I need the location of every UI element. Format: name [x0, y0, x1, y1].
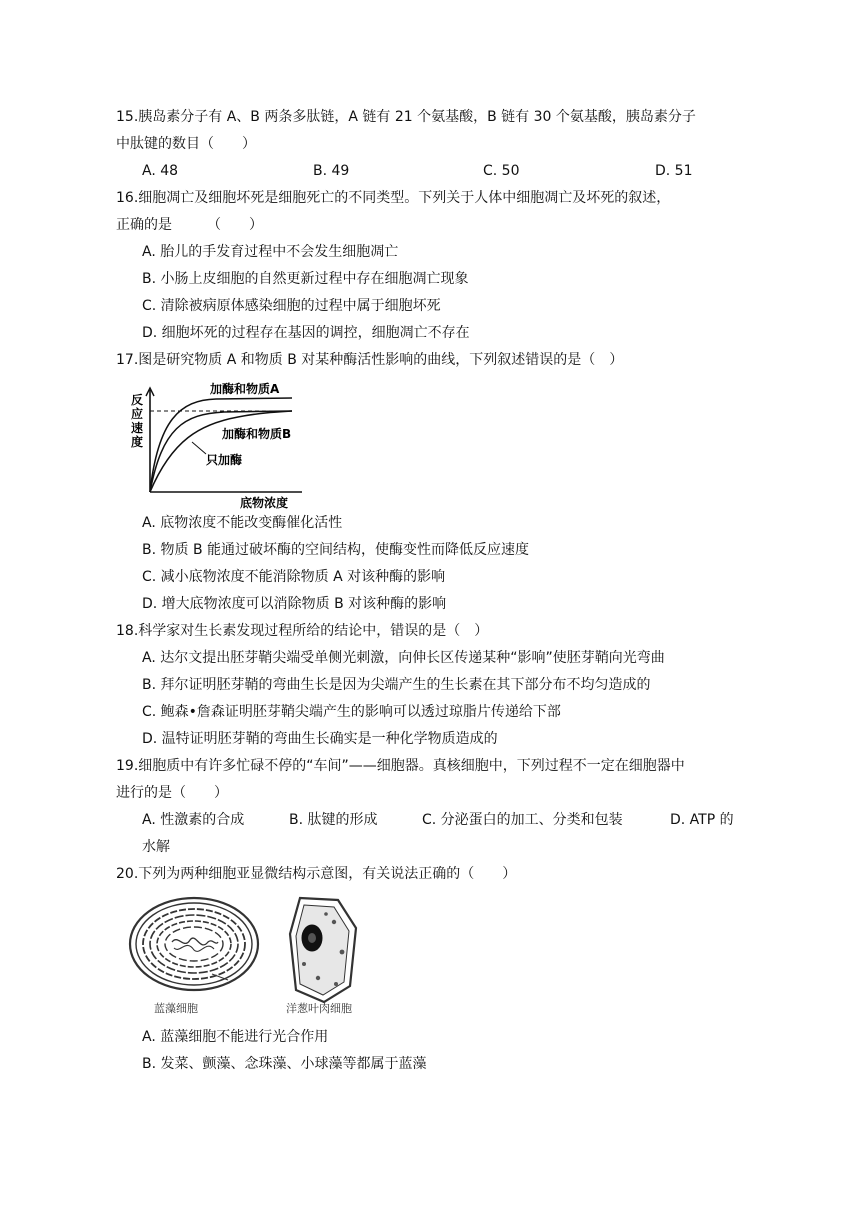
- enzyme-rate-figure: [128, 380, 308, 510]
- q17-stem: 17.图是研究物质 A 和物质 B 对某种酶活性影响的曲线，下列叙述错误的是（ ）: [116, 352, 624, 368]
- q15-option-a: A. 48: [142, 163, 179, 179]
- label-enzyme-plus-b: 加酶和物质B: [222, 427, 292, 441]
- label-pointer-line: [192, 442, 206, 454]
- q15-option-c: C. 50: [483, 163, 520, 179]
- q19-option-a: A. 性激素的合成: [142, 812, 245, 828]
- q17-option-b: B. 物质 B 能通过破坏酶的空间结构，使酶变性而降低反应速度: [142, 542, 530, 558]
- q18-stem: 18.科学家对生长素发现过程所给的结论中，错误的是（ ）: [116, 623, 489, 639]
- q20-stem: 20.下列为两种细胞亚显微结构示意图，有关说法正确的（ ）: [116, 866, 517, 882]
- y-axis-label-3: 速: [131, 421, 144, 435]
- q20-option-a: A. 蓝藻细胞不能进行光合作用: [142, 1029, 329, 1045]
- q17-option-d: D. 增大底物浓度可以消除物质 B 对该种酶的影响: [142, 596, 447, 612]
- q19-option-c: C. 分泌蛋白的加工、分类和包装: [422, 812, 623, 828]
- q19-option-d-continued: 水解: [142, 839, 170, 855]
- q20-option-b: B. 发菜、颤藻、念珠藻、小球藻等都属于蓝藻: [142, 1056, 427, 1072]
- q16-option-d: D. 细胞坏死的过程存在基因的调控，细胞凋亡不存在: [142, 325, 470, 341]
- left-cell-caption: 蓝藻细胞: [154, 1002, 198, 1015]
- y-axis-label-1: 反: [131, 393, 144, 407]
- q19-stem-line1: 19.细胞质中有许多忙碌不停的“车间”——细胞器。真核细胞中，下列过程不一定在细胞器中: [116, 758, 685, 774]
- q19-option-d: D. ATP 的: [670, 812, 734, 828]
- q18-option-a: A. 达尔文提出胚芽鞘尖端受单侧光刺激，向伸长区传递某种“影响”使胚芽鞘向光弯曲: [142, 650, 665, 666]
- curve-enzyme-only: [150, 411, 292, 492]
- label-enzyme-only: 只加酶: [206, 453, 243, 467]
- q15-stem-line2: 中肽键的数目（ ）: [116, 136, 256, 152]
- label-enzyme-plus-a: 加酶和物质A: [210, 382, 280, 396]
- y-axis-label-4: 度: [131, 435, 144, 449]
- cell-structure-figure: [128, 894, 368, 1018]
- q19-stem-line2: 进行的是（ ）: [116, 785, 228, 801]
- right-cell-caption: 洋葱叶肉细胞: [286, 1002, 352, 1015]
- q18-option-b: B. 拜尔证明胚芽鞘的弯曲生长是因为尖端产生的生长素在其下部分布不均匀造成的: [142, 677, 651, 693]
- q16-stem-line2: 正确的是 （ ）: [116, 217, 263, 233]
- q15-option-b: B. 49: [313, 163, 350, 179]
- q15-stem-line1: 15.胰岛素分子有 A、B 两条多肽链，A 链有 21 个氨基酸，B 链有 30 个氨基酸，胰岛素分子: [116, 109, 696, 125]
- cyanobacteria-cell-drawing: [130, 898, 258, 990]
- q16-option-c: C. 清除被病原体感染细胞的过程中属于细胞坏死: [142, 298, 441, 314]
- curve-enzyme-plus-b: [150, 411, 292, 492]
- onion-mesophyll-cell-drawing: [290, 898, 356, 1002]
- cell-pointer-mark: .: [220, 974, 223, 982]
- q16-option-a: A. 胎儿的手发育过程中不会发生细胞凋亡: [142, 244, 399, 260]
- q17-option-c: C. 减小底物浓度不能消除物质 A 对该种酶的影响: [142, 569, 446, 585]
- q16-option-b: B. 小肠上皮细胞的自然更新过程中存在细胞凋亡现象: [142, 271, 469, 287]
- q18-option-c: C. 鲍森•詹森证明胚芽鞘尖端产生的影响可以透过琼脂片传递给下部: [142, 704, 561, 720]
- q18-option-d: D. 温特证明胚芽鞘的弯曲生长确实是一种化学物质造成的: [142, 731, 498, 747]
- y-axis-label-2: 应: [131, 407, 144, 421]
- q19-option-b: B. 肽键的形成: [289, 812, 378, 828]
- x-axis-label: 底物浓度: [240, 496, 289, 510]
- q16-stem-line1: 16.细胞凋亡及细胞坏死是细胞死亡的不同类型。下列关于人体中细胞凋亡及坏死的叙述，: [116, 190, 671, 206]
- q17-option-a: A. 底物浓度不能改变酶催化活性: [142, 515, 343, 531]
- q15-option-d: D. 51: [655, 163, 693, 179]
